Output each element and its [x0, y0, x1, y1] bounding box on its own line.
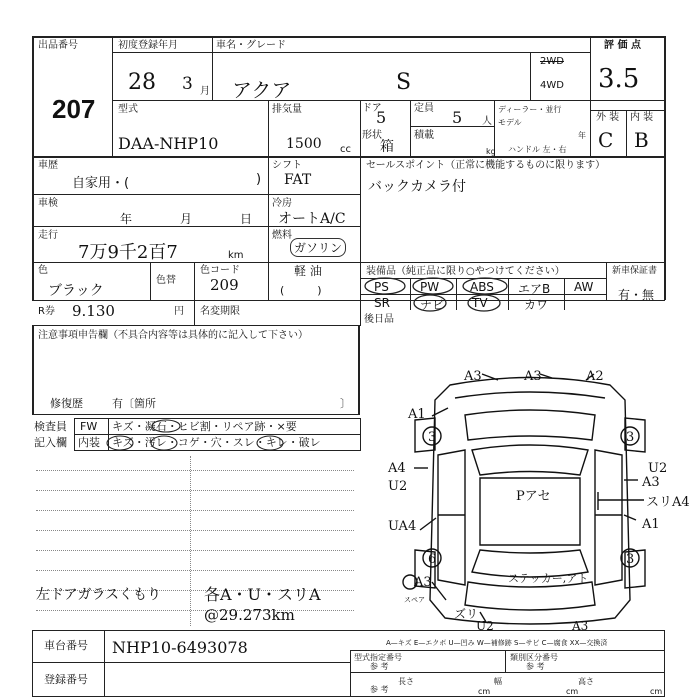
- length-label: 長さ: [398, 677, 414, 686]
- equipment-item: PW: [420, 280, 440, 294]
- car-damage-diagram: [380, 360, 690, 640]
- notes-label: 注意事項申告欄（不具合内容等は具体的に記入して下さい）: [38, 330, 308, 341]
- color-label: 色: [38, 265, 48, 276]
- damage-mark: A2: [586, 369, 604, 384]
- damage-mark: ズリ: [454, 607, 479, 621]
- history-value: 自家用・(: [72, 176, 130, 191]
- color-value: ブラック: [48, 283, 104, 299]
- height-label: 高さ: [578, 677, 594, 686]
- doors-label: ドア: [362, 103, 382, 114]
- model-code: DAA-NHP10: [118, 134, 219, 153]
- grade: S: [396, 70, 412, 95]
- month-unit: 月: [200, 86, 210, 97]
- car-name: アクア: [232, 78, 292, 102]
- damage-mark: スリA4: [646, 495, 690, 510]
- width-label: 幅: [494, 677, 502, 686]
- equipment-marks: [360, 276, 610, 316]
- shift-label: シフト: [272, 160, 302, 171]
- type-cert-ref: 参 考: [370, 662, 389, 671]
- sales-point-label: セールスポイント（正常に機能するものに限ります）: [366, 160, 606, 171]
- registration-label: 登録番号: [44, 673, 88, 686]
- shape-value: 箱: [380, 139, 394, 155]
- interior-row-label: 内装: [78, 436, 100, 449]
- length-unit: cm: [478, 687, 491, 696]
- car-name-label: 車名・グレード: [216, 40, 286, 51]
- interior-grade: B: [634, 128, 649, 152]
- interior-label: 内 装: [630, 112, 654, 123]
- inspection-month: 月: [180, 212, 193, 226]
- equipment-label: 装備品（純正品に限り○やつけてください）: [366, 266, 565, 277]
- equipment-item: ナビ: [420, 298, 445, 312]
- ac-label: 冷房: [272, 198, 292, 209]
- exterior-grade: C: [598, 128, 614, 152]
- displacement-label: 排気量: [272, 104, 302, 115]
- doors-value: 5: [376, 108, 387, 127]
- dims-ref: 参 考: [370, 685, 389, 694]
- damage-mark: 3: [626, 552, 635, 567]
- damage-mark: A1: [642, 517, 660, 532]
- drive-2wd: 2WD: [540, 56, 564, 67]
- load-label: 積載: [414, 130, 434, 141]
- damage-mark: A3: [524, 369, 542, 384]
- person-unit: 人: [482, 116, 492, 127]
- chassis-value: NHP10-6493078: [112, 638, 248, 657]
- year-unit: 年: [578, 131, 586, 140]
- inspection-label: 車検: [38, 198, 58, 209]
- fuel-label: 燃料: [272, 230, 292, 241]
- damage-mark: U2: [476, 619, 494, 633]
- spare-label: スペア: [404, 596, 425, 604]
- equipment-item: ABS: [470, 280, 494, 294]
- equipment-item: TV: [472, 296, 488, 310]
- equipment-item: AW: [574, 280, 594, 294]
- capacity-value: 5: [452, 108, 463, 127]
- yen-unit: 円: [174, 306, 184, 317]
- damage-mark: Pアセ: [516, 489, 551, 504]
- damage-mark: A3: [572, 619, 589, 633]
- class-ref: 参 考: [526, 662, 545, 671]
- check-row-exterior: キズ・凝石・ヒビ割・リペア跡・×要: [112, 420, 297, 433]
- repair-history-label: 修復歴: [50, 397, 83, 410]
- first-registration-month: 3: [182, 74, 193, 94]
- damage-mark: A1: [408, 407, 426, 422]
- exterior-label: 外 装: [596, 112, 620, 123]
- damage-mark: 3: [428, 430, 437, 445]
- mileage-value: 7万9千2百7: [78, 242, 178, 263]
- damage-mark: A3: [642, 475, 660, 490]
- inspection-year: 年: [120, 212, 133, 226]
- check-marks: [108, 418, 360, 452]
- inspector-note-3: @29.273km: [204, 606, 295, 624]
- repair-history-close: 〕: [340, 397, 351, 410]
- lot-number: 207: [52, 94, 96, 124]
- mileage-label: 走行: [38, 230, 58, 241]
- capacity-label: 定員: [414, 103, 434, 114]
- ac-value: オートA/C: [278, 211, 346, 227]
- damage-mark: U2: [388, 479, 408, 494]
- equipment-item: エアB: [518, 282, 551, 296]
- shape-label: 形状: [362, 130, 382, 141]
- type-cert-label: 型式指定番号: [354, 653, 402, 662]
- damage-mark: U2: [648, 461, 668, 476]
- warranty-label: 新車保証書: [612, 266, 658, 276]
- fw-label: FW: [80, 420, 98, 433]
- damage-mark: 3: [626, 430, 635, 445]
- km-unit: km: [228, 250, 244, 261]
- model-label: 型式: [118, 104, 138, 115]
- recycle-value: 9.130: [72, 302, 115, 320]
- fuel-gasoline: ガソリン: [290, 238, 346, 257]
- cc-unit: cc: [340, 144, 351, 155]
- repair-history-value: 有〔箇所: [112, 397, 156, 410]
- color-change-label: 色替: [156, 275, 176, 286]
- sales-point-value: バックカメラ付: [368, 179, 466, 195]
- warranty-value: 有・無: [618, 288, 655, 302]
- damage-mark: ステッカー,アト: [508, 572, 589, 585]
- check-row-interior: キズ・汚レ・コゲ・穴・スレ・キレ・破レ: [112, 436, 321, 449]
- first-registration-label: 初度登録年月: [118, 40, 178, 51]
- first-registration-year: 28: [128, 70, 156, 95]
- class-label: 類別区分番号: [510, 653, 558, 662]
- equipment-item: SR: [374, 296, 390, 310]
- inspection-day: 日: [240, 212, 253, 226]
- inspector-note-1: 左ドアガラスくもり: [36, 587, 162, 603]
- color-code-label: 色コード: [200, 265, 240, 276]
- history-close: ): [256, 172, 262, 187]
- kg-unit: kg: [486, 147, 496, 156]
- inspector-note-2: 各A・U・スリA: [204, 585, 321, 604]
- damage-mark: 6: [428, 552, 437, 567]
- height-unit: cm: [650, 687, 663, 696]
- model-year-label: モデル: [498, 118, 522, 127]
- lot-label: 出品番号: [38, 40, 78, 51]
- rating-value: 3.5: [598, 64, 640, 94]
- equipment-item: PS: [374, 280, 389, 294]
- rating-label: 評 価 点: [604, 40, 641, 51]
- chassis-label: 車台番号: [44, 639, 88, 652]
- drive-4wd: 4WD: [540, 80, 564, 91]
- inspector-label-2: 記入欄: [34, 436, 67, 449]
- displacement-value: 1500: [286, 136, 322, 152]
- color-code-value: 209: [210, 276, 239, 294]
- width-unit: cm: [566, 687, 579, 696]
- history-label: 車歴: [38, 160, 58, 171]
- recycle-label: R券: [38, 306, 55, 317]
- fuel-paren: ( ): [280, 284, 322, 297]
- name-change-label: 名変期限: [200, 306, 240, 317]
- shift-value: FAT: [284, 172, 312, 188]
- damage-mark: A3: [414, 575, 432, 590]
- damage-mark: UA4: [388, 519, 417, 534]
- damage-legend: A—キズ E—エクボ U—凹み W—補修跡 S—サビ C—腐食 XX—交換済: [386, 639, 608, 647]
- damage-mark: A4: [388, 461, 406, 476]
- inspector-label-1: 検査員: [34, 420, 67, 433]
- handle-label: ハンドル 左・右: [508, 145, 567, 154]
- damage-mark: A3: [464, 369, 482, 384]
- after-items-label: 後日品: [364, 314, 394, 325]
- equipment-item: カワ: [524, 298, 549, 312]
- fuel-diesel: 軽 油: [294, 264, 322, 278]
- dealer-label: ディーラー・並行: [498, 105, 562, 114]
